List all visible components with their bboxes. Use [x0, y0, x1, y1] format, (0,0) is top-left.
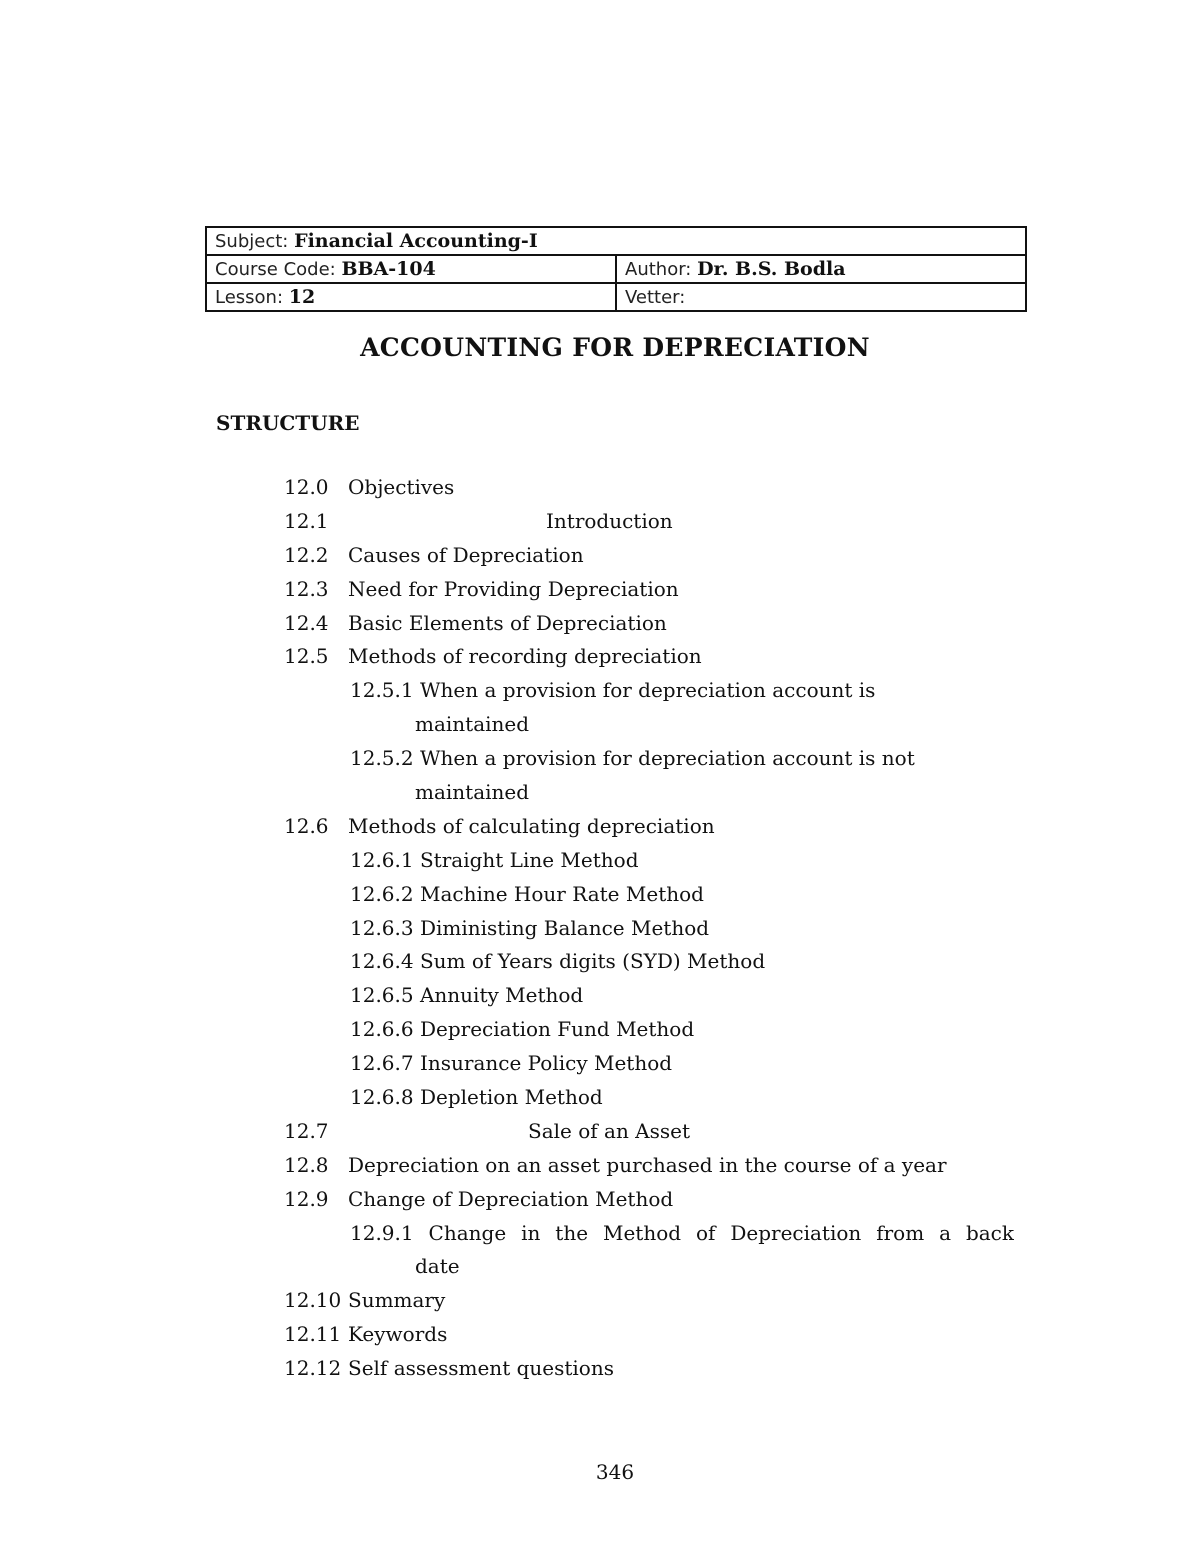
course-code-value: BBA-104: [341, 258, 436, 280]
toc-item: [284, 506, 1024, 540]
page-number: 346: [595, 1460, 635, 1484]
toc-subitem: [284, 946, 1024, 980]
toc-subitem: [284, 1048, 1024, 1082]
author-cell: [616, 255, 1026, 283]
toc-continuation-text: maintained: [415, 780, 530, 805]
toc-subitem: [284, 913, 1024, 947]
toc-text: Change of Depreciation Method: [348, 1186, 674, 1211]
vetter-label: Vetter:: [625, 287, 686, 308]
toc-continuation-text: maintained: [415, 712, 530, 737]
toc-text: Summary: [348, 1288, 446, 1313]
toc-subitem-text: 12.5.1 When a provision for depreciation account is: [350, 678, 876, 703]
toc-subitem: [284, 879, 1024, 913]
course-author-row: [206, 255, 1026, 283]
toc-subitem: [284, 1014, 1024, 1048]
toc-text: Depreciation on an asset purchased in the course of a year: [348, 1152, 947, 1177]
toc-item: [284, 1184, 1024, 1218]
toc-text: Methods of calculating depreciation: [348, 813, 715, 838]
toc-number: 12.3: [284, 576, 329, 601]
toc-continuation: [284, 709, 1024, 743]
toc-item: [284, 1285, 1024, 1319]
toc-text: Keywords: [348, 1322, 448, 1347]
course-code-label: Course Code:: [215, 259, 342, 280]
toc-item: [284, 1353, 1024, 1387]
toc-text: Self assessment questions: [348, 1356, 614, 1381]
toc-subitem-text: 12.9.1 Change in the Method of Depreciation from a back: [350, 1220, 1014, 1245]
lesson-cell: [206, 283, 616, 311]
toc-continuation: [284, 1251, 1024, 1285]
toc-number: 12.9: [284, 1186, 329, 1211]
toc-subitem-text: 12.6.7 Insurance Policy Method: [350, 1051, 673, 1076]
lesson-title: ACCOUNTING FOR DEPRECIATION: [360, 333, 870, 362]
toc-subitem: [284, 1218, 1024, 1252]
toc-number: 12.7: [284, 1118, 329, 1143]
toc-item: [284, 574, 1024, 608]
author-value: Dr. B.S. Bodla: [697, 258, 846, 280]
subject-value: Financial Accounting-I: [294, 230, 538, 252]
toc-text: Need for Providing Depreciation: [348, 576, 679, 601]
course-code-cell: [206, 255, 616, 283]
toc-text: Basic Elements of Depreciation: [348, 610, 667, 635]
toc-subitem: [284, 743, 1024, 777]
toc-subitem-text: 12.6.6 Depreciation Fund Method: [350, 1017, 695, 1042]
lesson-info-table: [205, 226, 1027, 312]
toc-number: 12.1: [284, 508, 329, 533]
toc-text: Methods of recording depreciation: [348, 644, 702, 669]
toc-subitem-text: 12.6.3 Diministing Balance Method: [350, 915, 710, 940]
toc-number: 12.2: [284, 542, 329, 567]
toc-subitem-text: 12.6.2 Machine Hour Rate Method: [350, 881, 704, 906]
toc-item: [284, 608, 1024, 642]
toc-continuation-text: date: [415, 1254, 460, 1279]
subject-cell: [206, 227, 1026, 255]
toc-subitem-text: 12.6.4 Sum of Years digits (SYD) Method: [350, 949, 766, 974]
subject-row: [206, 227, 1026, 255]
toc-subitem: [284, 1082, 1024, 1116]
toc-number: 12.10: [284, 1288, 342, 1313]
toc-item: [284, 641, 1024, 675]
toc-item: [284, 1150, 1024, 1184]
table-of-contents: [284, 472, 1024, 1387]
subject-label: Subject:: [215, 231, 295, 252]
toc-subitem: [284, 675, 1024, 709]
toc-subitem-text: 12.5.2 When a provision for depreciation account is not: [350, 746, 915, 771]
lesson-label: Lesson:: [215, 287, 289, 308]
toc-number: 12.5: [284, 644, 329, 669]
author-label: Author:: [625, 259, 698, 280]
toc-item: [284, 811, 1024, 845]
lesson-vetter-row: [206, 283, 1026, 311]
toc-text: Objectives: [348, 475, 455, 499]
toc-number: 12.11: [284, 1322, 342, 1347]
toc-number: 12.6: [284, 813, 329, 838]
toc-subitem-text: 12.6.5 Annuity Method: [350, 983, 584, 1008]
toc-text: Causes of Depreciation: [348, 542, 584, 567]
toc-item: [284, 540, 1024, 574]
toc-item: [284, 1116, 1024, 1150]
toc-number: 12.0: [284, 475, 329, 499]
structure-heading: STRUCTURE: [216, 411, 360, 435]
toc-subitem-text: 12.6.1 Straight Line Method: [350, 847, 639, 872]
toc-number: 12.4: [284, 610, 329, 635]
toc-subitem: [284, 980, 1024, 1014]
toc-subitem: [284, 845, 1024, 879]
toc-continuation: [284, 777, 1024, 811]
toc-subitem-text: 12.6.8 Depletion Method: [350, 1085, 603, 1110]
toc-number: 12.12: [284, 1356, 342, 1381]
lesson-value: 12: [288, 286, 316, 308]
toc-item: [284, 1319, 1024, 1353]
vetter-cell: [616, 283, 1026, 311]
toc-item: [284, 472, 1024, 506]
toc-text: Introduction: [546, 508, 673, 533]
toc-number: 12.8: [284, 1152, 329, 1177]
toc-text: Sale of an Asset: [528, 1118, 691, 1143]
